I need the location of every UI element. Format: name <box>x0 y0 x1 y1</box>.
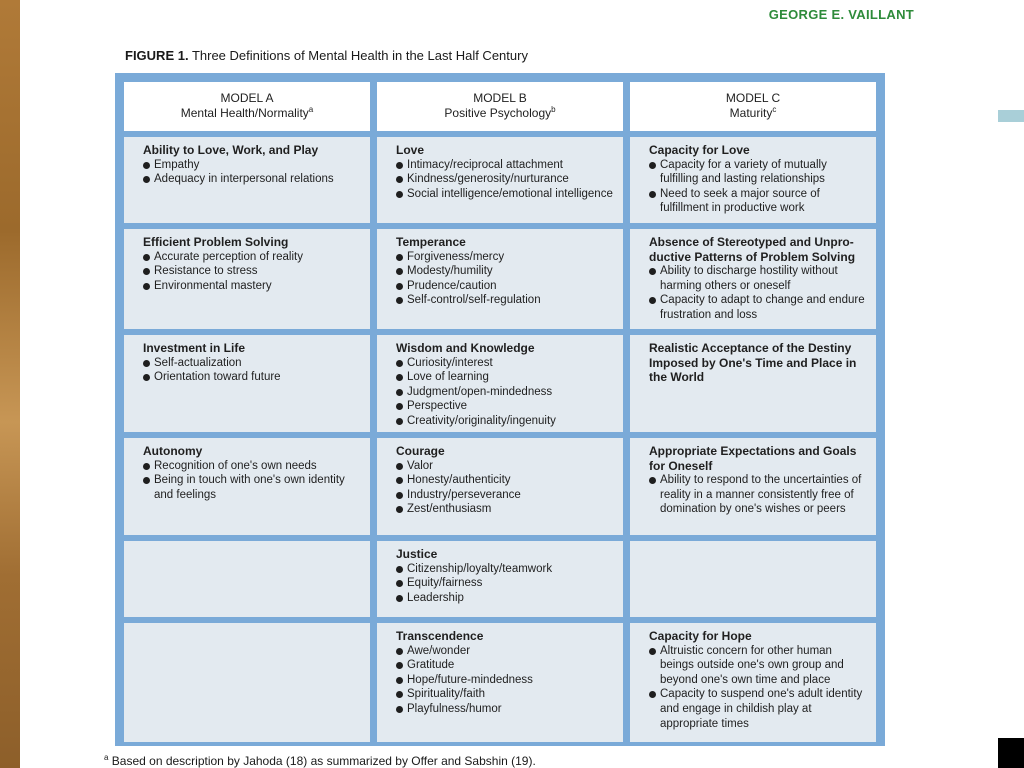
cell-title: Transcendence <box>396 629 484 643</box>
cell-title: Realistic Acceptance of the Destiny Imposed by One's Time and Place in the World <box>649 341 857 385</box>
list-item: Hope/future-mindedness <box>396 673 613 688</box>
column-model: MODEL C <box>725 91 781 105</box>
cell-list <box>649 264 866 322</box>
list-item: Resistance to stress <box>143 264 360 279</box>
table-cell <box>630 541 876 617</box>
figure-title <box>125 48 528 63</box>
column-footnote-marker: a <box>308 104 314 114</box>
table-cell <box>377 623 623 742</box>
list-item: Playfulness/humor <box>396 702 613 717</box>
column-header <box>124 82 370 131</box>
figure-title-text: Three Definitions of Mental Health in the Last Half Century <box>188 48 528 63</box>
list-item: Zest/enthusiasm <box>396 502 613 517</box>
table-cell <box>377 229 623 329</box>
table-cell <box>377 438 623 535</box>
list-item: Recognition of one's own needs <box>143 459 360 474</box>
column-name <box>383 106 617 121</box>
list-item: Ability to respond to the uncertainties of reality in a manner consistently free of domination by one's wishes or peers <box>649 473 866 517</box>
table-cell <box>377 335 623 432</box>
list-item: Ability to discharge hostility without harming others or oneself <box>649 264 866 293</box>
cell-list <box>396 644 613 717</box>
cell-list <box>396 250 613 308</box>
cell-list <box>143 250 360 294</box>
list-item: Self-control/self-regulation <box>396 293 613 308</box>
list-item: Capacity for a variety of mutually fulfilling and lasting relationships <box>649 158 866 187</box>
cell-title: Autonomy <box>143 444 203 458</box>
footnote <box>104 754 536 768</box>
cell-title: Courage <box>396 444 445 458</box>
table-cell <box>124 438 370 535</box>
cell-title: Wisdom and Knowledge <box>396 341 535 355</box>
list-item: Altruistic concern for other human beings outside one's own group and beyond one's own time and place <box>649 644 866 688</box>
list-item: Judgment/open-mindedness <box>396 385 613 400</box>
list-item: Self-actualization <box>143 356 360 371</box>
list-item: Citizenship/loyalty/teamwork <box>396 562 613 577</box>
list-item: Valor <box>396 459 613 474</box>
list-item: Kindness/generosity/nurturance <box>396 172 613 187</box>
list-item: Modesty/humility <box>396 264 613 279</box>
list-item: Spirituality/faith <box>396 687 613 702</box>
column-name <box>130 106 364 121</box>
list-item: Environmental mastery <box>143 279 360 294</box>
cell-title: Justice <box>396 547 438 561</box>
footnote-marker: a <box>104 753 109 762</box>
table-cell <box>630 137 876 223</box>
list-item: Industry/perseverance <box>396 488 613 503</box>
cell-list <box>396 356 613 429</box>
table-cell <box>377 541 623 617</box>
table-cell <box>124 541 370 617</box>
list-item: Curiosity/interest <box>396 356 613 371</box>
list-item: Intimacy/reciprocal attachment <box>396 158 613 173</box>
list-item: Leadership <box>396 591 613 606</box>
list-item: Need to seek a major source of fulfillment in productive work <box>649 187 866 216</box>
cell-list <box>396 158 613 202</box>
cell-title: Appropriate Expectations and Goals for Oneself <box>649 444 857 473</box>
table-cell <box>630 438 876 535</box>
cell-list <box>396 459 613 517</box>
column-name-text: Mental Health/Normality <box>180 105 309 120</box>
cell-list <box>649 473 866 517</box>
table-cell <box>124 137 370 223</box>
table-cell <box>630 229 876 329</box>
list-item: Empathy <box>143 158 360 173</box>
right-accent-bar <box>998 110 1024 122</box>
column-footnote-marker: c <box>772 104 777 114</box>
list-item: Adequacy in interpersonal relations <box>143 172 360 187</box>
cell-list <box>143 459 360 503</box>
cell-title: Investment in Life <box>143 341 246 355</box>
cell-title: Capacity for Love <box>649 143 750 157</box>
list-item: Equity/fairness <box>396 576 613 591</box>
list-item: Capacity to adapt to change and endure frustration and loss <box>649 293 866 322</box>
table-grid <box>124 82 876 742</box>
column-model: MODEL A <box>220 91 274 105</box>
list-item: Love of learning <box>396 370 613 385</box>
cell-list <box>143 356 360 385</box>
cell-title: Ability to Love, Work, and Play <box>143 143 319 157</box>
list-item: Gratitude <box>396 658 613 673</box>
list-item: Orientation toward future <box>143 370 360 385</box>
column-name <box>636 106 870 121</box>
footnote-text: Based on description by Jahoda (18) as summarized by Offer and Sabshin (19). <box>108 754 536 768</box>
list-item: Capacity to suspend one's adult identity and engage in childish play at appropriate times <box>649 687 866 731</box>
table-cell <box>124 229 370 329</box>
cell-title: Absence of Stereotyped and Unpro-ductive Patterns of Problem Solving <box>649 235 856 264</box>
background-photo-edge <box>0 0 20 768</box>
definitions-table <box>115 73 885 746</box>
table-cell <box>377 137 623 223</box>
list-item: Accurate perception of reality <box>143 250 360 265</box>
list-item: Honesty/authenticity <box>396 473 613 488</box>
list-item: Perspective <box>396 399 613 414</box>
table-cell <box>630 335 876 432</box>
list-item: Awe/wonder <box>396 644 613 659</box>
list-item: Creativity/originality/ingenuity <box>396 414 613 429</box>
figure-label: FIGURE 1. <box>125 48 189 63</box>
list-item: Being in touch with one's own identity and feelings <box>143 473 360 502</box>
cell-title: Capacity for Hope <box>649 629 752 643</box>
column-footnote-marker: b <box>551 104 556 114</box>
cell-title: Temperance <box>396 235 466 249</box>
author-name: GEORGE E. VAILLANT <box>768 7 914 22</box>
cell-title: Efficient Problem Solving <box>143 235 289 249</box>
column-model: MODEL B <box>473 91 527 105</box>
table-cell <box>124 335 370 432</box>
list-item: Prudence/caution <box>396 279 613 294</box>
cell-list <box>143 158 360 187</box>
cell-list <box>649 158 866 216</box>
column-name-text: Positive Psychology <box>444 105 552 120</box>
cell-list <box>649 644 866 732</box>
column-header <box>630 82 876 131</box>
column-header <box>377 82 623 131</box>
cell-title: Love <box>396 143 425 157</box>
list-item: Social intelligence/emotional intelligence <box>396 187 613 202</box>
table-cell <box>630 623 876 742</box>
list-item: Forgiveness/mercy <box>396 250 613 265</box>
table-cell <box>124 623 370 742</box>
column-name-text: Maturity <box>729 105 773 120</box>
cell-list <box>396 562 613 606</box>
